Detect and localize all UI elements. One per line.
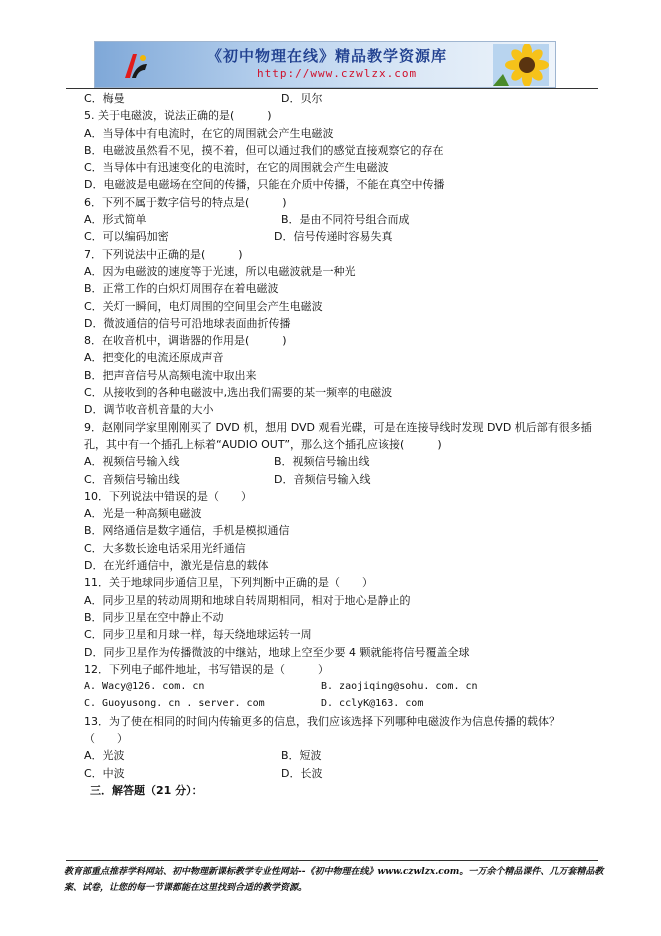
option-text: B. zaojiqing@sohu. com. cn [321, 681, 478, 693]
option-text: D．同步卫星作为传播微波的中继站，地球上空至少要 4 颗就能将信号覆盖全球 [84, 645, 470, 659]
option-row [72, 747, 592, 764]
option-text: C．大多数长途电话采用光纤通信 [84, 541, 246, 555]
banner-url: http://www.czwlzx.com [257, 67, 418, 80]
option-text: C．可以编码加密 [84, 230, 169, 244]
option-text: A．视频信号输入线 [84, 455, 180, 469]
option-text: D．长波 [281, 766, 323, 780]
site-logo-icon [121, 50, 149, 80]
question-stem: 12．下列电子邮件地址，书写错误的是（ ） [84, 662, 329, 676]
option-text: A. Wacy@126. com. cn [84, 681, 205, 693]
option-text: C. Guoyusong. cn . server. com [84, 698, 265, 710]
option-row [72, 765, 592, 782]
option-text: B．正常工作的白炽灯周围存在着电磁波 [84, 282, 279, 296]
option-row [72, 228, 592, 245]
option-text: A．光波 [84, 749, 125, 763]
option-text: A．形式简单 [84, 213, 147, 227]
option-text: B．把声音信号从高频电流中取出来 [84, 368, 257, 382]
option-text: D．微波通信的信号可沿地球表面曲折传播 [84, 316, 291, 330]
option-text: C．音频信号输出线 [84, 472, 180, 486]
question-stem: 9．赵刚同学家里刚刚买了 DVD 机，想用 DVD 观看光碟，可是在连接导线时发现 DVD 机后部有很多插孔，其中有一个插孔上标着“AUDIO OUT”，那么这个插孔应该接( ) [84, 420, 592, 451]
option-text: B．是由不同符号组合而成 [281, 213, 410, 227]
option-row [72, 90, 592, 107]
option-text: A．因为电磁波的速度等于光速，所以电磁波就是一种光 [84, 264, 356, 278]
option-text: C．关灯一瞬间，电灯周围的空间里会产生电磁波 [84, 299, 323, 313]
option-text: B．同步卫星在空中静止不动 [84, 610, 224, 624]
option-text: B．短波 [281, 749, 322, 763]
banner-title: 《初中物理在线》精品教学资源库 [207, 47, 448, 65]
option-text: B．视频信号输出线 [274, 455, 370, 469]
question-stem: 13．为了使在相同的时间内传输更多的信息，我们应该选择下列哪种电磁波作为信息传播的载体？（ ） [84, 714, 560, 745]
question-list [72, 90, 592, 799]
footer-note: 教育部重点推荐学科网站、初中物理新课标教学专业性网站--《初中物理在线》www.czwlzx.com。一万余个精品课件、几万套精品教案、试卷，让您的每一节课都能在这里找到合适的教学资源。 [64, 867, 604, 893]
option-row [72, 471, 592, 488]
option-text: D．音频信号输入线 [274, 472, 371, 486]
header-rule [66, 88, 598, 89]
footer-rule [66, 860, 598, 861]
option-row [72, 678, 592, 695]
option-text: D．调节收音机音量的大小 [84, 403, 214, 417]
option-text: D．电磁波是电磁场在空间的传播，只能在介质中传播，不能在真空中传播 [84, 178, 445, 192]
question-stem: 5. 关于电磁波，说法正确的是( ) [84, 109, 272, 123]
question-stem: 7．下列说法中正确的是( ) [84, 247, 243, 261]
option-text: A．同步卫星的转动周期和地球自转周期相同，相对于地心是静止的 [84, 593, 411, 607]
header-banner [94, 41, 556, 88]
option-text: C．当导体中有迅速变化的电流时，在它的周围就会产生电磁波 [84, 161, 389, 175]
option-text: D．贝尔 [281, 92, 323, 105]
question-stem: 10．下列说法中错误的是（ ） [84, 489, 252, 503]
option-text: C．中波 [84, 766, 125, 780]
option-text: C．梅曼 [84, 92, 125, 105]
option-row [72, 695, 592, 712]
option-text: D．信号传递时容易失真 [274, 230, 393, 244]
option-text: A．把变化的电流还原成声音 [84, 351, 224, 365]
section-heading: 三．解答题（21 分）： [90, 783, 203, 797]
option-text: D．在光纤通信中，激光是信息的载体 [84, 559, 269, 573]
question-stem: 11．关于地球同步通信卫星，下列判断中正确的是（ ） [84, 576, 373, 590]
option-text: B．电磁波虽然看不见，摸不着，但可以通过我们的感觉直接观察它的存在 [84, 143, 444, 157]
sunflower-icon [493, 44, 549, 86]
option-row [72, 211, 592, 228]
option-row [72, 453, 592, 470]
question-stem: 8．在收音机中，调谐器的作用是( ) [84, 334, 287, 348]
question-stem: 6．下列不属于数字信号的特点是( ) [84, 195, 287, 209]
option-text: C．同步卫星和月球一样，每天绕地球运转一周 [84, 628, 312, 642]
option-text: C．从接收到的各种电磁波中,选出我们需要的某一频率的电磁波 [84, 386, 393, 400]
option-text: D. cclyK@163. com [321, 698, 424, 710]
option-text: B．网络通信是数字通信，手机是模拟通信 [84, 524, 290, 538]
option-text: A．当导体中有电流时，在它的周围就会产生电磁波 [84, 126, 334, 140]
option-text: A．光是一种高频电磁波 [84, 507, 202, 521]
